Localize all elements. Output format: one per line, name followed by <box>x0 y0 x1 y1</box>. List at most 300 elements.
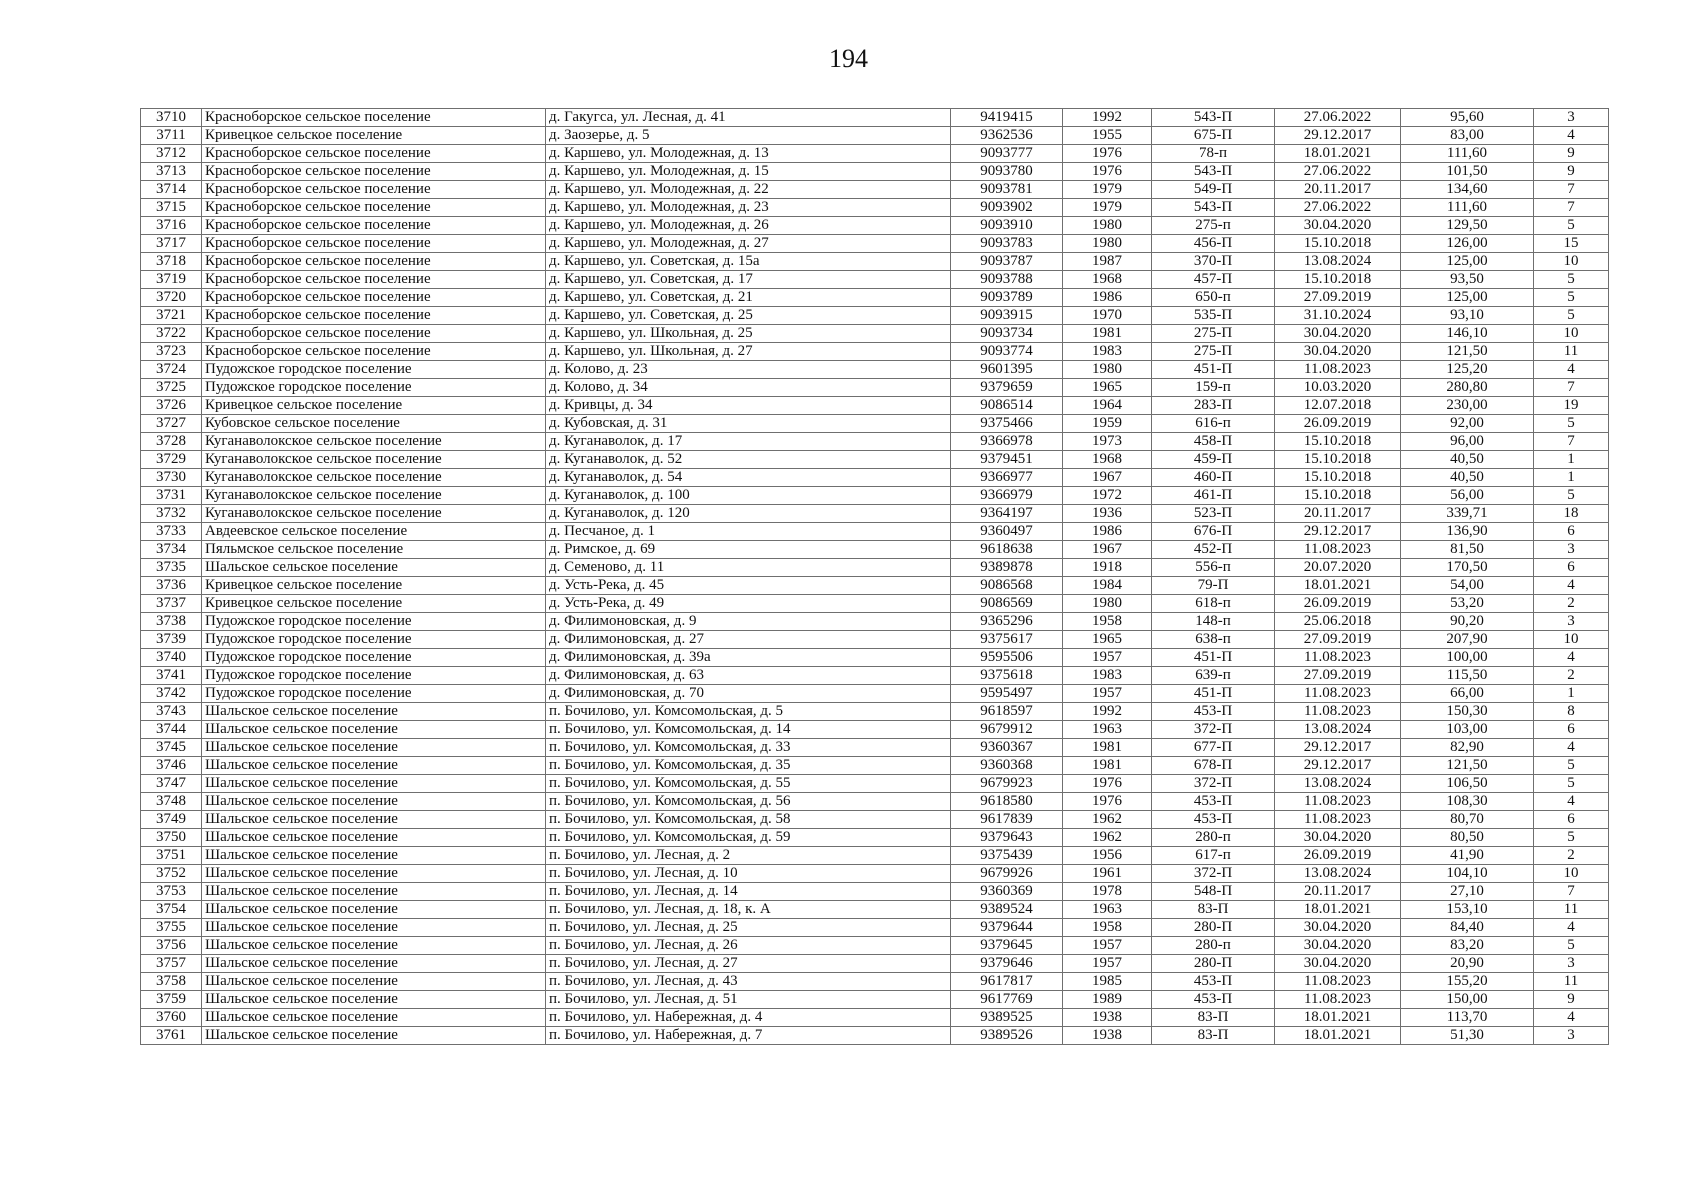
decision-date-cell: 26.09.2019 <box>1275 847 1401 865</box>
decision-date-cell: 15.10.2018 <box>1275 451 1401 469</box>
decision-date-cell: 15.10.2018 <box>1275 235 1401 253</box>
decision-date-cell: 31.10.2024 <box>1275 307 1401 325</box>
decision-date-cell: 29.12.2017 <box>1275 757 1401 775</box>
object-id-cell: 9086568 <box>951 577 1063 595</box>
row-number-cell: 3721 <box>141 307 202 325</box>
row-number-cell: 3714 <box>141 181 202 199</box>
year-built-cell: 1976 <box>1063 775 1152 793</box>
decision-date-cell: 20.11.2017 <box>1275 883 1401 901</box>
table-row <box>141 307 1609 325</box>
area-cell: 146,10 <box>1401 325 1534 343</box>
settlement-name-cell: Пудожское городское поселение <box>202 649 546 667</box>
residents-count-cell: 6 <box>1534 721 1609 739</box>
decision-number-cell: 370-П <box>1152 253 1275 271</box>
decision-number-cell: 280-п <box>1152 829 1275 847</box>
residents-count-cell: 2 <box>1534 847 1609 865</box>
year-built-cell: 1979 <box>1063 181 1152 199</box>
residents-count-cell: 6 <box>1534 559 1609 577</box>
object-id-cell: 9389524 <box>951 901 1063 919</box>
settlement-name-cell: Кубовское сельское поселение <box>202 415 546 433</box>
year-built-cell: 1986 <box>1063 289 1152 307</box>
area-cell: 54,00 <box>1401 577 1534 595</box>
settlement-name-cell: Пяльмское сельское поселение <box>202 541 546 559</box>
year-built-cell: 1955 <box>1063 127 1152 145</box>
table-row <box>141 991 1609 1009</box>
decision-date-cell: 18.01.2021 <box>1275 577 1401 595</box>
decision-number-cell: 678-П <box>1152 757 1275 775</box>
settlement-name-cell: Шальское сельское поселение <box>202 829 546 847</box>
decision-number-cell: 458-П <box>1152 433 1275 451</box>
settlement-name-cell: Пудожское городское поселение <box>202 361 546 379</box>
decision-number-cell: 453-П <box>1152 811 1275 829</box>
residents-count-cell: 19 <box>1534 397 1609 415</box>
settlement-name-cell: Пудожское городское поселение <box>202 685 546 703</box>
object-id-cell: 9617817 <box>951 973 1063 991</box>
address-cell: п. Бочилово, ул. Лесная, д. 25 <box>546 919 951 937</box>
residents-count-cell: 7 <box>1534 199 1609 217</box>
address-cell: д. Римское, д. 69 <box>546 541 951 559</box>
decision-number-cell: 148-п <box>1152 613 1275 631</box>
row-number-cell: 3756 <box>141 937 202 955</box>
settlement-name-cell: Красноборское сельское поселение <box>202 217 546 235</box>
row-number-cell: 3745 <box>141 739 202 757</box>
row-number-cell: 3754 <box>141 901 202 919</box>
residents-count-cell: 11 <box>1534 973 1609 991</box>
address-cell: д. Каршево, ул. Молодежная, д. 15 <box>546 163 951 181</box>
area-cell: 150,30 <box>1401 703 1534 721</box>
year-built-cell: 1957 <box>1063 649 1152 667</box>
address-cell: д. Куганаволок, д. 17 <box>546 433 951 451</box>
row-number-cell: 3723 <box>141 343 202 361</box>
residents-count-cell: 5 <box>1534 775 1609 793</box>
decision-number-cell: 275-П <box>1152 343 1275 361</box>
registry-body <box>141 109 1609 1045</box>
table-row <box>141 379 1609 397</box>
year-built-cell: 1958 <box>1063 613 1152 631</box>
table-row <box>141 541 1609 559</box>
decision-date-cell: 29.12.2017 <box>1275 739 1401 757</box>
object-id-cell: 9093787 <box>951 253 1063 271</box>
table-row <box>141 361 1609 379</box>
object-id-cell: 9389878 <box>951 559 1063 577</box>
year-built-cell: 1963 <box>1063 901 1152 919</box>
area-cell: 129,50 <box>1401 217 1534 235</box>
table-row <box>141 253 1609 271</box>
settlement-name-cell: Шальское сельское поселение <box>202 703 546 721</box>
decision-number-cell: 83-П <box>1152 1009 1275 1027</box>
area-cell: 339,71 <box>1401 505 1534 523</box>
decision-number-cell: 543-П <box>1152 109 1275 127</box>
table-row <box>141 487 1609 505</box>
residents-count-cell: 10 <box>1534 631 1609 649</box>
object-id-cell: 9601395 <box>951 361 1063 379</box>
year-built-cell: 1972 <box>1063 487 1152 505</box>
object-id-cell: 9366978 <box>951 433 1063 451</box>
table-row <box>141 415 1609 433</box>
decision-number-cell: 461-П <box>1152 487 1275 505</box>
row-number-cell: 3729 <box>141 451 202 469</box>
object-id-cell: 9679912 <box>951 721 1063 739</box>
address-cell: д. Каршево, ул. Молодежная, д. 27 <box>546 235 951 253</box>
address-cell: д. Филимоновская, д. 70 <box>546 685 951 703</box>
address-cell: д. Каршево, ул. Молодежная, д. 23 <box>546 199 951 217</box>
residents-count-cell: 2 <box>1534 667 1609 685</box>
decision-number-cell: 677-П <box>1152 739 1275 757</box>
area-cell: 108,30 <box>1401 793 1534 811</box>
table-row <box>141 109 1609 127</box>
table-row <box>141 631 1609 649</box>
table-row <box>141 217 1609 235</box>
year-built-cell: 1965 <box>1063 631 1152 649</box>
address-cell: п. Бочилово, ул. Лесная, д. 10 <box>546 865 951 883</box>
residents-count-cell: 4 <box>1534 361 1609 379</box>
row-number-cell: 3731 <box>141 487 202 505</box>
address-cell: п. Бочилово, ул. Лесная, д. 2 <box>546 847 951 865</box>
area-cell: 136,90 <box>1401 523 1534 541</box>
residents-count-cell: 4 <box>1534 793 1609 811</box>
row-number-cell: 3749 <box>141 811 202 829</box>
decision-date-cell: 10.03.2020 <box>1275 379 1401 397</box>
year-built-cell: 1938 <box>1063 1027 1152 1045</box>
area-cell: 121,50 <box>1401 343 1534 361</box>
decision-number-cell: 535-П <box>1152 307 1275 325</box>
row-number-cell: 3718 <box>141 253 202 271</box>
address-cell: п. Бочилово, ул. Комсомольская, д. 55 <box>546 775 951 793</box>
year-built-cell: 1989 <box>1063 991 1152 1009</box>
year-built-cell: 1980 <box>1063 217 1152 235</box>
area-cell: 115,50 <box>1401 667 1534 685</box>
address-cell: д. Филимоновская, д. 27 <box>546 631 951 649</box>
residents-count-cell: 4 <box>1534 919 1609 937</box>
residents-count-cell: 1 <box>1534 685 1609 703</box>
decision-date-cell: 13.08.2024 <box>1275 253 1401 271</box>
decision-date-cell: 30.04.2020 <box>1275 325 1401 343</box>
area-cell: 113,70 <box>1401 1009 1534 1027</box>
area-cell: 125,00 <box>1401 253 1534 271</box>
decision-date-cell: 11.08.2023 <box>1275 649 1401 667</box>
year-built-cell: 1992 <box>1063 109 1152 127</box>
year-built-cell: 1962 <box>1063 811 1152 829</box>
table-row <box>141 163 1609 181</box>
row-number-cell: 3750 <box>141 829 202 847</box>
table-row <box>141 1027 1609 1045</box>
object-id-cell: 9093780 <box>951 163 1063 181</box>
row-number-cell: 3742 <box>141 685 202 703</box>
address-cell: п. Бочилово, ул. Комсомольская, д. 59 <box>546 829 951 847</box>
decision-date-cell: 11.08.2023 <box>1275 973 1401 991</box>
object-id-cell: 9360367 <box>951 739 1063 757</box>
decision-number-cell: 675-П <box>1152 127 1275 145</box>
decision-date-cell: 27.09.2019 <box>1275 289 1401 307</box>
decision-date-cell: 26.09.2019 <box>1275 415 1401 433</box>
settlement-name-cell: Красноборское сельское поселение <box>202 145 546 163</box>
row-number-cell: 3747 <box>141 775 202 793</box>
area-cell: 101,50 <box>1401 163 1534 181</box>
year-built-cell: 1984 <box>1063 577 1152 595</box>
settlement-name-cell: Красноборское сельское поселение <box>202 343 546 361</box>
object-id-cell: 9618580 <box>951 793 1063 811</box>
settlement-name-cell: Шальское сельское поселение <box>202 865 546 883</box>
year-built-cell: 1981 <box>1063 325 1152 343</box>
table-row <box>141 919 1609 937</box>
table-row <box>141 595 1609 613</box>
address-cell: п. Бочилово, ул. Набережная, д. 4 <box>546 1009 951 1027</box>
object-id-cell: 9679926 <box>951 865 1063 883</box>
table-row <box>141 883 1609 901</box>
address-cell: п. Бочилово, ул. Комсомольская, д. 5 <box>546 703 951 721</box>
area-cell: 126,00 <box>1401 235 1534 253</box>
residents-count-cell: 6 <box>1534 523 1609 541</box>
row-number-cell: 3743 <box>141 703 202 721</box>
settlement-name-cell: Пудожское городское поселение <box>202 613 546 631</box>
residents-count-cell: 15 <box>1534 235 1609 253</box>
address-cell: д. Куганаволок, д. 120 <box>546 505 951 523</box>
object-id-cell: 9379643 <box>951 829 1063 847</box>
decision-date-cell: 30.04.2020 <box>1275 919 1401 937</box>
decision-date-cell: 15.10.2018 <box>1275 469 1401 487</box>
settlement-name-cell: Красноборское сельское поселение <box>202 253 546 271</box>
decision-date-cell: 29.12.2017 <box>1275 127 1401 145</box>
object-id-cell: 9379659 <box>951 379 1063 397</box>
decision-date-cell: 27.06.2022 <box>1275 199 1401 217</box>
year-built-cell: 1962 <box>1063 829 1152 847</box>
area-cell: 96,00 <box>1401 433 1534 451</box>
settlement-name-cell: Красноборское сельское поселение <box>202 109 546 127</box>
year-built-cell: 1936 <box>1063 505 1152 523</box>
row-number-cell: 3726 <box>141 397 202 415</box>
decision-date-cell: 25.06.2018 <box>1275 613 1401 631</box>
area-cell: 230,00 <box>1401 397 1534 415</box>
settlement-name-cell: Красноборское сельское поселение <box>202 307 546 325</box>
decision-number-cell: 618-п <box>1152 595 1275 613</box>
address-cell: д. Куганаволок, д. 54 <box>546 469 951 487</box>
row-number-cell: 3744 <box>141 721 202 739</box>
table-row <box>141 703 1609 721</box>
residents-count-cell: 18 <box>1534 505 1609 523</box>
decision-date-cell: 13.08.2024 <box>1275 865 1401 883</box>
row-number-cell: 3719 <box>141 271 202 289</box>
decision-date-cell: 11.08.2023 <box>1275 991 1401 1009</box>
row-number-cell: 3739 <box>141 631 202 649</box>
decision-date-cell: 30.04.2020 <box>1275 343 1401 361</box>
row-number-cell: 3741 <box>141 667 202 685</box>
row-number-cell: 3735 <box>141 559 202 577</box>
row-number-cell: 3748 <box>141 793 202 811</box>
settlement-name-cell: Шальское сельское поселение <box>202 937 546 955</box>
decision-number-cell: 78-п <box>1152 145 1275 163</box>
address-cell: д. Колово, д. 23 <box>546 361 951 379</box>
row-number-cell: 3732 <box>141 505 202 523</box>
year-built-cell: 1965 <box>1063 379 1152 397</box>
area-cell: 111,60 <box>1401 145 1534 163</box>
address-cell: п. Бочилово, ул. Лесная, д. 27 <box>546 955 951 973</box>
address-cell: д. Песчаное, д. 1 <box>546 523 951 541</box>
object-id-cell: 9379646 <box>951 955 1063 973</box>
settlement-name-cell: Кривецкое сельское поселение <box>202 577 546 595</box>
table-row <box>141 847 1609 865</box>
settlement-name-cell: Шальское сельское поселение <box>202 1009 546 1027</box>
address-cell: д. Куганаволок, д. 52 <box>546 451 951 469</box>
decision-number-cell: 453-П <box>1152 991 1275 1009</box>
year-built-cell: 1981 <box>1063 739 1152 757</box>
table-row <box>141 937 1609 955</box>
year-built-cell: 1983 <box>1063 667 1152 685</box>
decision-number-cell: 159-п <box>1152 379 1275 397</box>
table-row <box>141 199 1609 217</box>
table-row <box>141 1009 1609 1027</box>
area-cell: 104,10 <box>1401 865 1534 883</box>
table-row <box>141 505 1609 523</box>
address-cell: д. Куганаволок, д. 100 <box>546 487 951 505</box>
object-id-cell: 9375618 <box>951 667 1063 685</box>
address-cell: д. Каршево, ул. Школьная, д. 27 <box>546 343 951 361</box>
address-cell: д. Усть-Река, д. 49 <box>546 595 951 613</box>
row-number-cell: 3733 <box>141 523 202 541</box>
decision-number-cell: 543-П <box>1152 199 1275 217</box>
year-built-cell: 1983 <box>1063 343 1152 361</box>
residents-count-cell: 6 <box>1534 811 1609 829</box>
object-id-cell: 9595506 <box>951 649 1063 667</box>
area-cell: 90,20 <box>1401 613 1534 631</box>
settlement-name-cell: Шальское сельское поселение <box>202 721 546 739</box>
decision-number-cell: 617-п <box>1152 847 1275 865</box>
area-cell: 93,50 <box>1401 271 1534 289</box>
table-row <box>141 757 1609 775</box>
row-number-cell: 3717 <box>141 235 202 253</box>
object-id-cell: 9093777 <box>951 145 1063 163</box>
row-number-cell: 3758 <box>141 973 202 991</box>
area-cell: 92,00 <box>1401 415 1534 433</box>
decision-number-cell: 460-П <box>1152 469 1275 487</box>
table-row <box>141 973 1609 991</box>
settlement-name-cell: Красноборское сельское поселение <box>202 271 546 289</box>
area-cell: 155,20 <box>1401 973 1534 991</box>
year-built-cell: 1957 <box>1063 937 1152 955</box>
row-number-cell: 3753 <box>141 883 202 901</box>
decision-date-cell: 29.12.2017 <box>1275 523 1401 541</box>
decision-date-cell: 30.04.2020 <box>1275 217 1401 235</box>
row-number-cell: 3727 <box>141 415 202 433</box>
year-built-cell: 1967 <box>1063 541 1152 559</box>
decision-date-cell: 26.09.2019 <box>1275 595 1401 613</box>
object-id-cell: 9366977 <box>951 469 1063 487</box>
settlement-name-cell: Шальское сельское поселение <box>202 1027 546 1045</box>
address-cell: д. Заозерье, д. 5 <box>546 127 951 145</box>
decision-number-cell: 638-п <box>1152 631 1275 649</box>
table-row <box>141 649 1609 667</box>
row-number-cell: 3757 <box>141 955 202 973</box>
residents-count-cell: 9 <box>1534 163 1609 181</box>
year-built-cell: 1970 <box>1063 307 1152 325</box>
table-row <box>141 811 1609 829</box>
table-row <box>141 955 1609 973</box>
table-row <box>141 775 1609 793</box>
table-row <box>141 271 1609 289</box>
settlement-name-cell: Шальское сельское поселение <box>202 919 546 937</box>
decision-number-cell: 523-П <box>1152 505 1275 523</box>
housing-registry-table <box>140 108 1609 1045</box>
object-id-cell: 9365296 <box>951 613 1063 631</box>
area-cell: 134,60 <box>1401 181 1534 199</box>
address-cell: д. Каршево, ул. Школьная, д. 25 <box>546 325 951 343</box>
row-number-cell: 3724 <box>141 361 202 379</box>
residents-count-cell: 10 <box>1534 325 1609 343</box>
residents-count-cell: 3 <box>1534 613 1609 631</box>
year-built-cell: 1978 <box>1063 883 1152 901</box>
object-id-cell: 9679923 <box>951 775 1063 793</box>
year-built-cell: 1957 <box>1063 955 1152 973</box>
address-cell: д. Филимоновская, д. 63 <box>546 667 951 685</box>
decision-number-cell: 549-П <box>1152 181 1275 199</box>
object-id-cell: 9093788 <box>951 271 1063 289</box>
address-cell: п. Бочилово, ул. Лесная, д. 43 <box>546 973 951 991</box>
area-cell: 40,50 <box>1401 469 1534 487</box>
decision-date-cell: 27.09.2019 <box>1275 631 1401 649</box>
settlement-name-cell: Пудожское городское поселение <box>202 667 546 685</box>
residents-count-cell: 7 <box>1534 181 1609 199</box>
row-number-cell: 3752 <box>141 865 202 883</box>
area-cell: 81,50 <box>1401 541 1534 559</box>
residents-count-cell: 7 <box>1534 433 1609 451</box>
year-built-cell: 1957 <box>1063 685 1152 703</box>
decision-date-cell: 13.08.2024 <box>1275 721 1401 739</box>
address-cell: д. Колово, д. 34 <box>546 379 951 397</box>
table-row <box>141 865 1609 883</box>
settlement-name-cell: Шальское сельское поселение <box>202 757 546 775</box>
settlement-name-cell: Кривецкое сельское поселение <box>202 397 546 415</box>
table-row <box>141 469 1609 487</box>
residents-count-cell: 9 <box>1534 145 1609 163</box>
decision-number-cell: 79-П <box>1152 577 1275 595</box>
decision-number-cell: 280-П <box>1152 919 1275 937</box>
decision-number-cell: 459-П <box>1152 451 1275 469</box>
year-built-cell: 1918 <box>1063 559 1152 577</box>
settlement-name-cell: Красноборское сельское поселение <box>202 163 546 181</box>
decision-number-cell: 83-П <box>1152 1027 1275 1045</box>
decision-number-cell: 280-П <box>1152 955 1275 973</box>
residents-count-cell: 4 <box>1534 577 1609 595</box>
address-cell: п. Бочилово, ул. Лесная, д. 14 <box>546 883 951 901</box>
residents-count-cell: 10 <box>1534 865 1609 883</box>
year-built-cell: 1980 <box>1063 595 1152 613</box>
table-row <box>141 145 1609 163</box>
table-row <box>141 325 1609 343</box>
row-number-cell: 3715 <box>141 199 202 217</box>
table-row <box>141 289 1609 307</box>
row-number-cell: 3730 <box>141 469 202 487</box>
area-cell: 153,10 <box>1401 901 1534 919</box>
residents-count-cell: 3 <box>1534 1027 1609 1045</box>
table-row <box>141 613 1609 631</box>
year-built-cell: 1967 <box>1063 469 1152 487</box>
object-id-cell: 9618597 <box>951 703 1063 721</box>
area-cell: 125,20 <box>1401 361 1534 379</box>
settlement-name-cell: Красноборское сельское поселение <box>202 181 546 199</box>
row-number-cell: 3737 <box>141 595 202 613</box>
row-number-cell: 3728 <box>141 433 202 451</box>
year-built-cell: 1964 <box>1063 397 1152 415</box>
residents-count-cell: 5 <box>1534 271 1609 289</box>
settlement-name-cell: Шальское сельское поселение <box>202 883 546 901</box>
decision-date-cell: 20.07.2020 <box>1275 559 1401 577</box>
row-number-cell: 3761 <box>141 1027 202 1045</box>
object-id-cell: 9360368 <box>951 757 1063 775</box>
year-built-cell: 1985 <box>1063 973 1152 991</box>
decision-number-cell: 451-П <box>1152 649 1275 667</box>
decision-date-cell: 11.08.2023 <box>1275 703 1401 721</box>
year-built-cell: 1986 <box>1063 523 1152 541</box>
decision-number-cell: 453-П <box>1152 703 1275 721</box>
